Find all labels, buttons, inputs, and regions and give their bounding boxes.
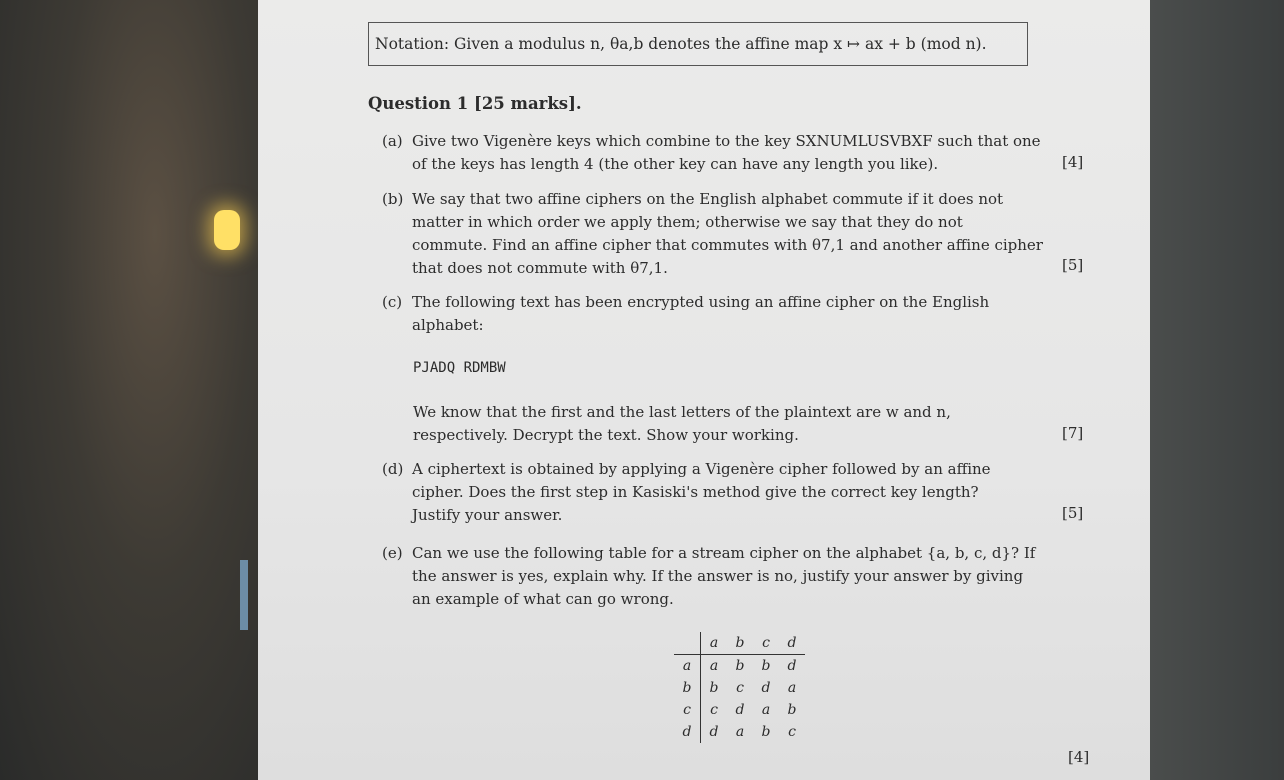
table-cell: d bbox=[761, 680, 771, 696]
part-e-line2: the answer is yes, explain why. If the answer is no, justify your answer by giving bbox=[412, 567, 1024, 585]
part-b-line1: We say that two affine ciphers on the English alphabet commute if it does not bbox=[412, 190, 1004, 208]
row-label: a bbox=[674, 655, 701, 678]
part-a-marks: [4] bbox=[1062, 153, 1084, 171]
background-desk-right bbox=[1150, 0, 1284, 780]
notation-box bbox=[368, 22, 1028, 66]
part-d-line2: cipher. Does the first step in Kasiski's method give the correct key length? bbox=[412, 483, 979, 501]
part-d-line1: A ciphertext is obtained by applying a Vigenère cipher followed by an affine bbox=[412, 460, 991, 478]
table-cell: b bbox=[761, 658, 771, 674]
row-label: b bbox=[674, 677, 701, 699]
screen-edge bbox=[240, 560, 248, 630]
table-cell: d bbox=[709, 724, 719, 740]
table-cell: c bbox=[736, 680, 744, 696]
part-d-line3: Justify your answer. bbox=[412, 506, 563, 524]
part-c-line4: respectively. Decrypt the text. Show your working. bbox=[413, 426, 799, 444]
operation-table bbox=[674, 632, 805, 743]
part-a-line2: of the keys has length 4 (the other key can have any length you like). bbox=[412, 155, 939, 173]
table-header: b bbox=[727, 632, 753, 655]
table-row bbox=[674, 677, 805, 699]
table-corner bbox=[674, 632, 701, 655]
table-header: c bbox=[753, 632, 779, 655]
part-a-line1: Give two Vigenère keys which combine to the key SXNUMLUSVBXF such that one bbox=[412, 132, 1041, 150]
part-c-continued bbox=[413, 401, 1033, 447]
table-cell: c bbox=[710, 702, 718, 718]
table-header: d bbox=[779, 632, 805, 655]
part-b-line4: that does not commute with θ7,1. bbox=[412, 259, 668, 277]
table-cell: d bbox=[735, 702, 745, 718]
part-e-line3: an example of what can go wrong. bbox=[412, 590, 674, 608]
lamp-light bbox=[214, 210, 240, 250]
table-header: a bbox=[701, 632, 728, 655]
table-row bbox=[674, 699, 805, 721]
table-cell: a bbox=[735, 724, 745, 740]
table-cell: b bbox=[787, 702, 797, 718]
part-b-line2: matter in which order we apply them; otherwise we say that they do not bbox=[412, 213, 963, 231]
part-e-line1: Can we use the following table for a stream cipher on the alphabet {a, b, c, d}? If bbox=[412, 544, 1036, 562]
part-b-label: (b) bbox=[382, 190, 404, 208]
table-header-row bbox=[674, 632, 805, 655]
part-c-line3: We know that the first and the last letters of the plaintext are w and n, bbox=[413, 403, 951, 421]
table-cell: c bbox=[788, 724, 796, 740]
row-label: d bbox=[674, 721, 701, 743]
table-cell: a bbox=[761, 702, 771, 718]
part-c-line1: The following text has been encrypted using an affine cipher on the English bbox=[412, 293, 990, 311]
part-d-label: (d) bbox=[382, 460, 404, 478]
ciphertext: PJADQ RDMBW bbox=[413, 360, 506, 376]
part-c-marks: [7] bbox=[1062, 424, 1084, 442]
table-cell: a bbox=[709, 658, 719, 674]
table-cell: d bbox=[787, 658, 797, 674]
table-cell: b bbox=[735, 658, 745, 674]
question-title: Question 1 [25 marks]. bbox=[368, 94, 582, 113]
part-e-label: (e) bbox=[382, 544, 403, 562]
table-cell: a bbox=[787, 680, 797, 696]
part-a-label: (a) bbox=[382, 132, 403, 150]
part-c-line2: alphabet: bbox=[412, 316, 484, 334]
table-row bbox=[674, 655, 805, 678]
notation-text: Notation: Given a modulus n, θa,b denotes the affine map x ↦ ax + b (mod n). bbox=[375, 35, 987, 53]
part-d-marks: [5] bbox=[1062, 504, 1084, 522]
part-b-line3: commute. Find an affine cipher that commutes with θ7,1 and another affine cipher bbox=[412, 236, 1043, 254]
table-row bbox=[674, 721, 805, 743]
part-c-label: (c) bbox=[382, 293, 403, 311]
table-cell: b bbox=[761, 724, 771, 740]
table-cell: b bbox=[709, 680, 719, 696]
background-desk-left bbox=[0, 0, 258, 780]
exam-paper bbox=[258, 0, 1150, 780]
row-label: c bbox=[674, 699, 701, 721]
part-b-marks: [5] bbox=[1062, 256, 1084, 274]
part-e-marks: [4] bbox=[1068, 748, 1090, 766]
